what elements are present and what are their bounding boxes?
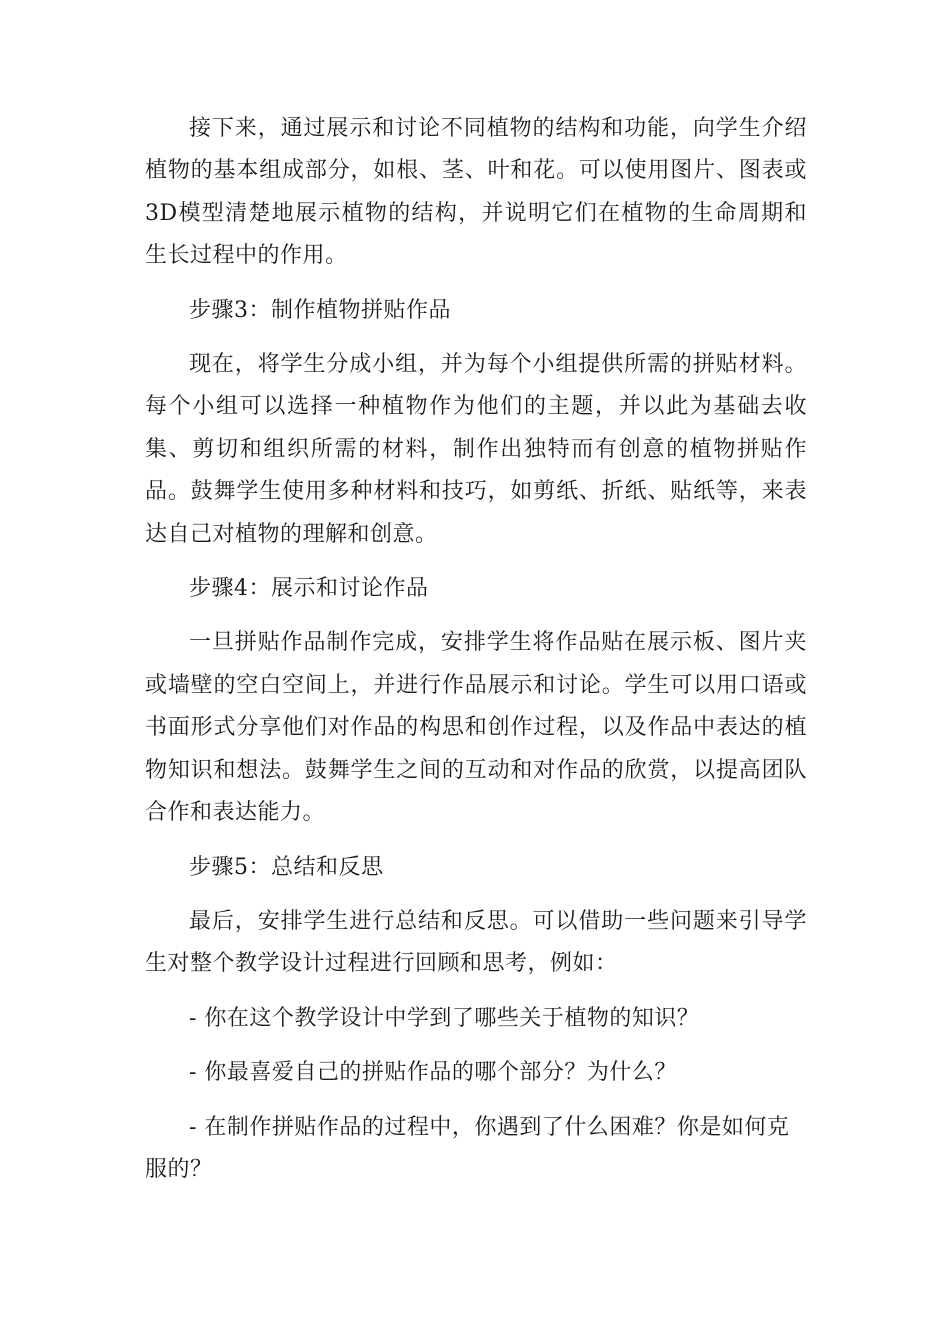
question-item-3: - 在制作拼贴作品的过程中，你遇到了什么困难？你是如何克服的？ xyxy=(145,1114,790,1182)
step-5-heading: 步骤5：总结和反思 xyxy=(189,854,384,880)
question-item-1: - 你在这个教学设计中学到了哪些关于植物的知识？ xyxy=(189,1005,700,1031)
document-body xyxy=(145,108,807,1203)
paragraph-summary-reflection: 最后，安排学生进行总结和反思。可以借助一些问题来引导学生对整个教学设计过程进行回顾和思考，例如： xyxy=(145,908,807,977)
paragraph-make-collage: 现在，将学生分成小组，并为每个小组提供所需的拼贴材料。每个小组可以选择一种植物作为他们的主题，并以此为基础去收集、剪切和组织所需的材料，制作出独特而有创意的植物拼贴作品。鼓舞学生使用多种材料和技巧，如剪纸、折纸、贴纸等，来表达自己对植物的理解和创意。 xyxy=(145,352,807,547)
step-4-heading: 步骤4：展示和讨论作品 xyxy=(189,576,429,602)
question-item-2: - 你最喜爱自己的拼贴作品的哪个部分？为什么？ xyxy=(189,1060,677,1086)
paragraph-plant-structure: 接下来，通过展示和讨论不同植物的结构和功能，向学生介绍植物的基本组成部分，如根、茎、叶和花。可以使用图片、图表或3D模型清楚地展示植物的结构，并说明它们在植物的生命周期和生长过程中的作用。 xyxy=(145,116,807,269)
paragraph-display-discuss: 一旦拼贴作品制作完成，安排学生将作品贴在展示板、图片夹或墙壁的空白空间上，并进行作品展示和讨论。学生可以用口语或书面形式分享他们对作品的构思和创作过程，以及作品中表达的植物知识和想法。鼓舞学生之间的互动和对作品的欣赏，以提高团队合作和表达能力。 xyxy=(145,630,807,826)
step-3-heading: 步骤3：制作植物拼贴作品 xyxy=(189,297,451,323)
